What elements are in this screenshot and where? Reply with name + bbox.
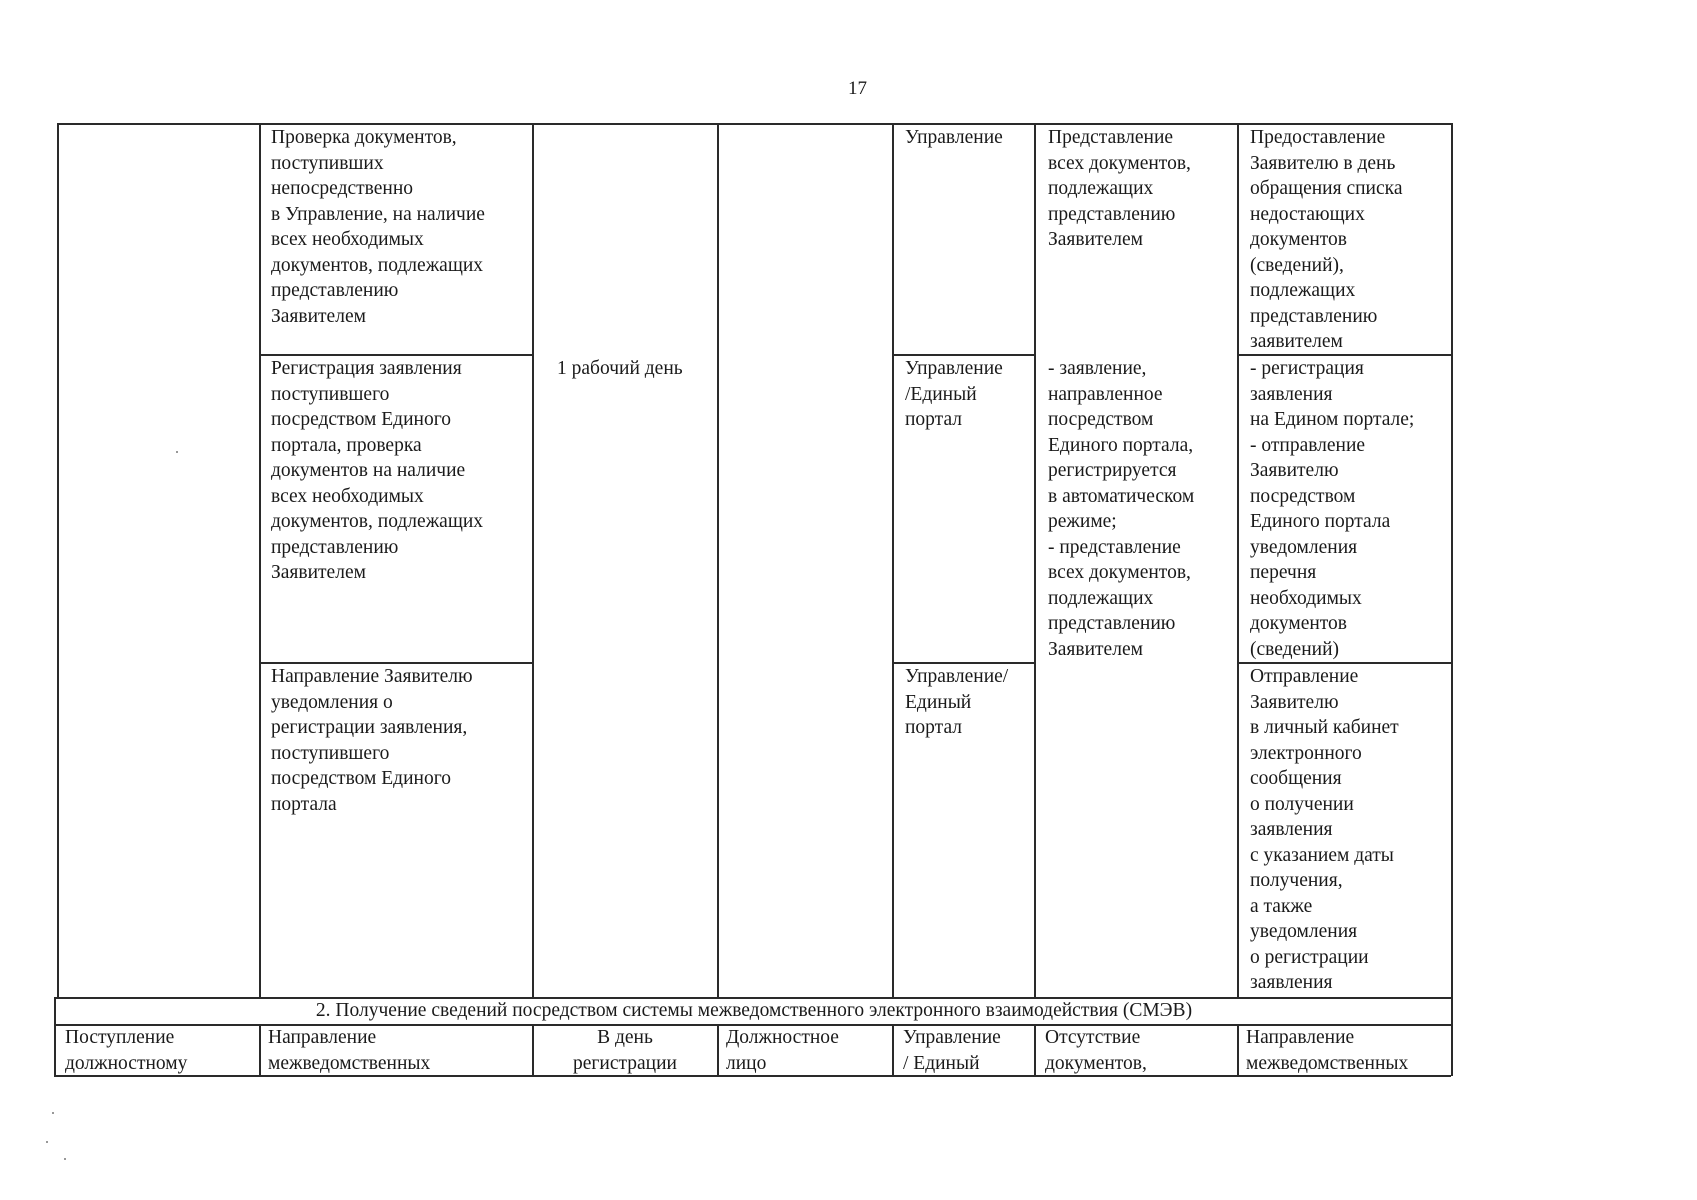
col-divider	[54, 1024, 56, 1076]
row1-responsible-text: Управление	[905, 127, 1003, 148]
col-divider	[892, 1024, 894, 1076]
col-divider	[1034, 1024, 1036, 1076]
last-row-col2: Направление межведомственных	[268, 1027, 431, 1074]
col-divider	[259, 1024, 261, 1076]
scan-speck	[46, 1141, 48, 1143]
row1-criteria-text: Представление всех документов, подлежащих представлению Заявителем	[1048, 127, 1191, 250]
col-divider	[1451, 1024, 1453, 1076]
last-row-col5: Управление / Единый	[903, 1027, 1001, 1074]
row1-stage-text: Проверка документов, поступивших непосредственно в Управление, на наличие всех необходимых документов, подлежащих представлению Заявителем	[271, 127, 485, 327]
last-row-col7: Направление межведомственных	[1246, 1027, 1409, 1074]
scan-speck	[176, 451, 178, 453]
last-row-col3: В день регистрации	[573, 1027, 677, 1074]
row2-responsible-text: Управление /Единый портал	[905, 358, 1003, 430]
page-number: 17	[848, 78, 867, 99]
col-divider	[717, 1024, 719, 1076]
section-border-left	[54, 997, 56, 1024]
col-divider	[1237, 1024, 1239, 1076]
col-divider	[1237, 123, 1239, 997]
row3-result-text: Отправление Заявителю в личный кабинет электронного сообщения о получении заявления с указанием даты получения, а также уведомления о регистрации заявления	[1250, 666, 1399, 993]
col-divider	[717, 123, 719, 997]
col-divider	[1034, 123, 1036, 997]
last-row-col6: Отсутствие документов,	[1045, 1027, 1147, 1074]
section-title: 2. Получение сведений посредством системы межведомственного электронного взаимодействия (СМЭВ)	[315, 1000, 1193, 1021]
row2-criteria-text: - заявление, направленное посредством Единого портала, регистрируется в автоматическом режиме; - представление всех документов, подлежащих представлению Заявителем	[1048, 358, 1195, 660]
row3-responsible-text: Управление/ Единый портал	[905, 666, 1009, 738]
table-border-right	[1451, 123, 1453, 997]
row2-result-text: - регистрация заявления на Едином портале; - отправление Заявителю посредством Единого портала уведомления перечня необходимых документов (сведений)	[1250, 358, 1415, 660]
last-row-col4: Должностное лицо	[726, 1027, 839, 1074]
scan-speck	[52, 1112, 54, 1114]
row2-stage-text: Регистрация заявления поступившего посредством Единого портала, проверка документов на наличие всех необходимых документов, подлежащих представлению Заявителем	[271, 358, 484, 583]
scan-speck	[64, 1158, 66, 1160]
col-divider	[259, 123, 261, 997]
section-border-right	[1451, 997, 1453, 1024]
row3-stage-text: Направление Заявителю уведомления о регистрации заявления, поступившего посредством Единого портала	[271, 666, 473, 815]
last-row-col1: Поступление должностному	[65, 1027, 188, 1074]
row1-result-text: Предоставление Заявителю в день обращения списка недостающих документов (сведений), подлежащих представлению заявителем	[1250, 127, 1403, 352]
row2-duration-text: 1 рабочий день	[557, 358, 683, 379]
table-border-left	[57, 123, 59, 997]
col-divider	[532, 123, 534, 997]
table-border-top	[57, 123, 1452, 125]
col-divider	[892, 123, 894, 997]
